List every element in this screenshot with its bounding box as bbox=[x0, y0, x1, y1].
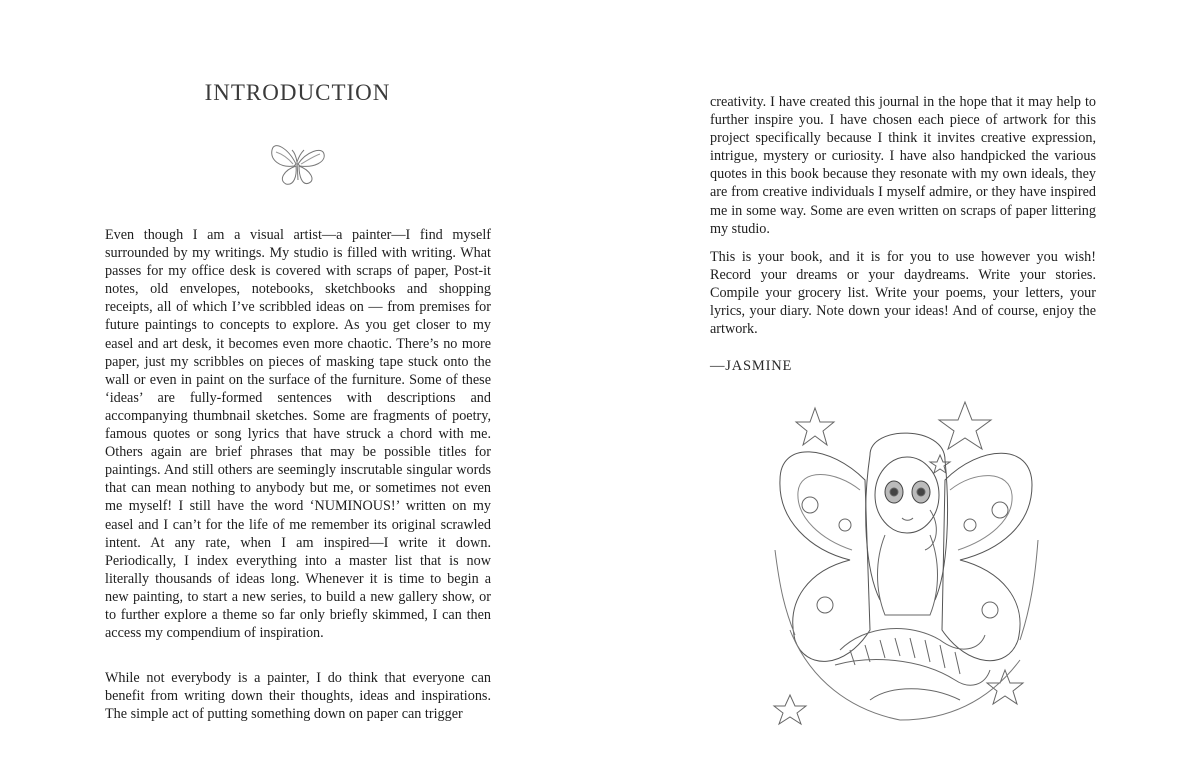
intro-paragraph-4: This is your book, and it is for you to use however you wish! Record your dreams or your daydreams. Write your stories. Compile your grocery list. Write your poems, your letters, your lyrics, your diary. Note down your ideas! And of course, enjoy the artwork. bbox=[710, 249, 1096, 338]
page-title: INTRODUCTION bbox=[204, 80, 391, 105]
intro-paragraph-2: While not everybody is a painter, I do think that everyone can benefit from writing down their thoughts, ideas and inspirations. The simple act of putting something down on paper can trigger bbox=[105, 670, 491, 723]
fairy-illustration bbox=[770, 400, 1045, 740]
intro-paragraph-1: Even though I am a visual artist—a painter—I find myself surrounded by my writings. My studio is filled with writing. What passes for my office desk is covered with scraps of paper, Post-it notes, old envelopes, notebooks, sketchbooks and shopping receipts, all of which I’ve scribbled ideas on — from premises for future paintings to concepts to explore. As you get closer to my easel and art desk, it becomes even more chaotic. There’s no more paper, just my scribbles on pieces of masking tape stuck onto the wall or even in paint on the surface of the furniture. Some of these ‘ideas’ are fully-formed sentences with descriptions and accompanying thumbnail sketches. Some are fragments of poetry, famous quotes or song lyrics that have struck a chord with me. Others again are brief phrases that may be possible titles for paintings. And still others are seemingly inscrutable singular words that can mean nothing to anybody but me, or sometimes not even me myself! I still have the word ‘NUMINOUS!’ written on my easel and I can’t for the life of me remember its original scrawled intent. At any rate, when I am inspired—I write it down. Periodically, I index everything into a master list that is now literally thousands of ideas long. Whenever it is time to begin a new painting, to start a new series, to build a new gallery show, or to further explore a theme so far only briefly skimmed, I can then access my compendium of inspiration. bbox=[105, 227, 491, 642]
intro-paragraph-3: creativity. I have created this journal in the hope that it may help to further inspire you. I have chosen each piece of artwork for this project specifically because I think it invites creative expression, intrigue, mystery or curiosity. I have also handpicked the various quotes in this book because they resonate with my own ideals, they are from creative individuals I myself admire, or they have inspired me in some way. Some are even written on scraps of paper littering my studio. bbox=[710, 94, 1096, 237]
butterfly-icon bbox=[266, 134, 328, 190]
author-signature: —JASMINE bbox=[710, 358, 793, 374]
